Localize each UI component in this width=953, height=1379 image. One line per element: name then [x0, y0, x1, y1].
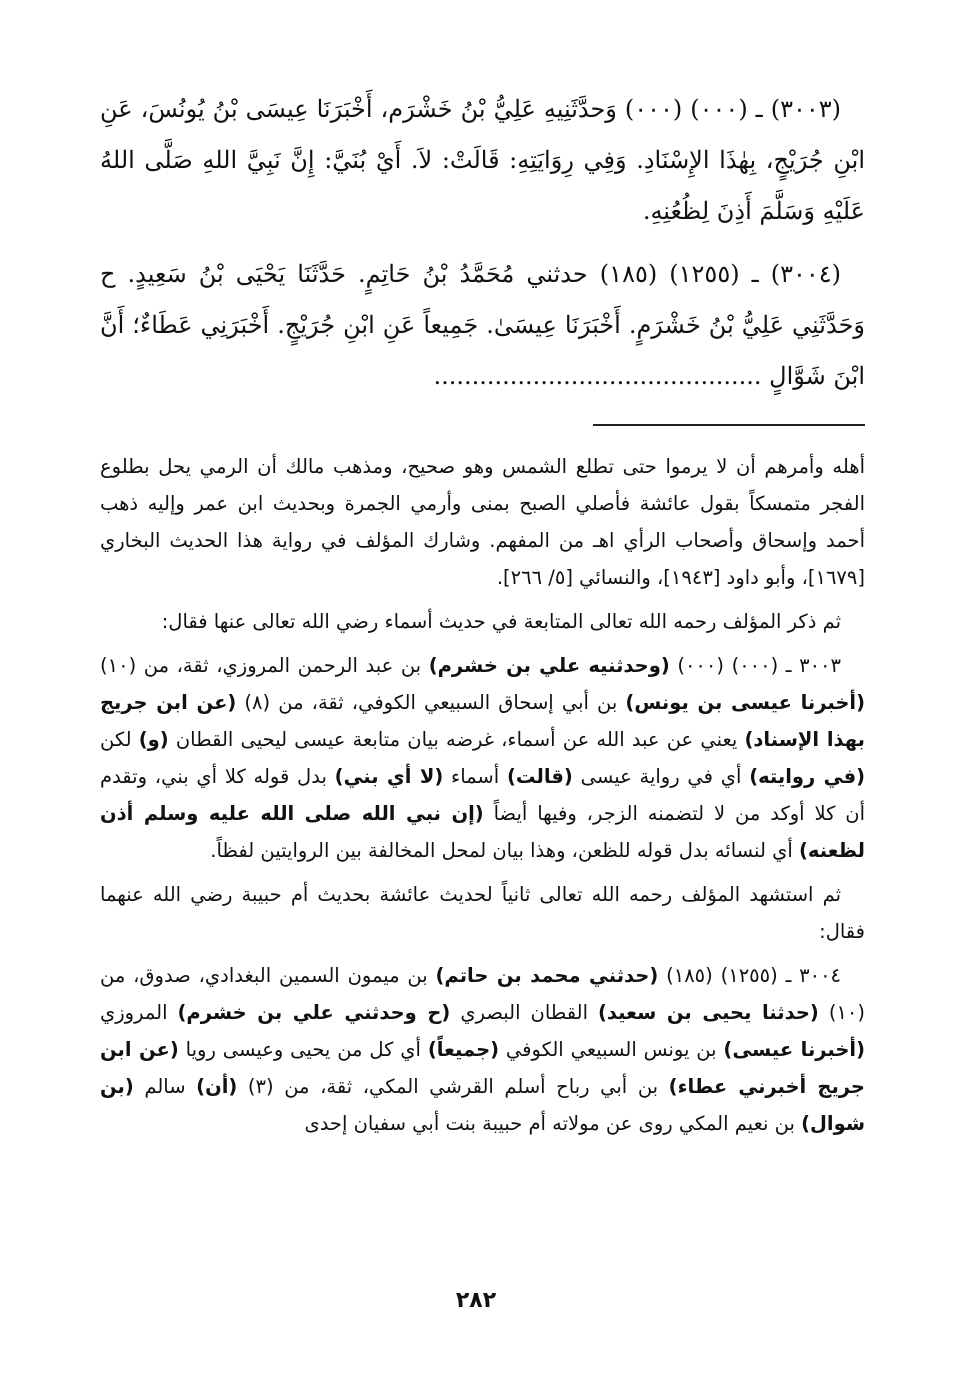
text-run: القطان البصري	[450, 1001, 598, 1024]
page-number: ٢٨٢	[455, 1288, 497, 1313]
text-run: بن ميمون السمين البغدادي، صدوق، من (١٠)	[100, 964, 865, 1024]
hadith-3004: (٣٠٠٤) ـ (١٢٥٥) (١٨٥) حدثني مُحَمَّدُ بْنُ حَاتِمٍ. حَدَّثَنَا يَحْيَى بْنُ سَعِيدٍ. ح وَحَدَّثَنِي عَلِيُّ بْنُ خَشْرَمٍ. أَخْبَرَنَا عِيسَىٰ. جَمِيعاً عَنِ ابْنِ جُرَيْجٍ. أَخْبَرَنِي عَطَاءٌ؛ أَنَّ ابْنَ شَوَّالٍ ...........................................	[100, 260, 865, 390]
text-run: أي في رواية عيسى	[572, 765, 750, 788]
bold-quote-run: (حدثني محمد بن حاتم)	[435, 964, 659, 987]
hadith-3003: (٣٠٠٣) ـ (٠٠٠) (٠٠٠) وَحدَّثَنِيهِ عَلِيُّ بْنُ خَشْرَم، أَخْبَرَنَا عِيسَى بْنُ يُونُسَ، عَنِ ابْنِ جُرَيْجٍ، بِهٰذَا الإِسْنَادِ. وَفِي رِوَايَتِهِ: قَالَتْ: لاَ. أَيْ بُنَيَّ: إِنَّ نَبِيَّ اللهِ صَلَّى اللهُ عَلَيْهِ وَسَلَّمَ أَذِنَ لِظُعُنِهِ.	[100, 95, 865, 225]
commentary-paragraph-3	[100, 647, 865, 869]
bold-quote-run: (أخبرنا عيسى بن يونس)	[625, 691, 865, 714]
text-run: بدل قوله كلا أي بني، وتقدم أن كلا أوكد من لا لتضمنه الزجر، وفيها أيضاً	[100, 765, 866, 825]
bold-quote-run: (أن)	[196, 1075, 238, 1098]
text-run: ٣٠٠٤ ـ (١٢٥٥) (١٨٥)	[658, 964, 842, 987]
text-run: بن يونس السبيعي الكوفي	[499, 1038, 724, 1061]
text-run: سالم	[133, 1075, 197, 1098]
bold-quote-run: (قالت)	[506, 765, 573, 788]
bold-quote-run: (عن ابن جريج بهذا الإسناد)	[100, 691, 865, 751]
commentary-paragraph-1: أهله وأمرهم أن لا يرموا حتى تطلع الشمس وهو صحيح، ومذهب مالك أن الرمي يحل بطلوع الفجر متمسكاً بقول عائشة فأصلي الصبح بمنى وأرمي الجمرة وبحديث ابن عمر وإليه ذهب أحمد وإسحاق وأصحاب الرأي اهـ من المفهم. وشارك المؤلف في رواية هذا الحديث البخاري [١٦٧٩]، وأبو داود [١٩٤٣]، والنسائي [٥/ ٢٦٦].	[100, 455, 865, 589]
text-run: المروزي	[100, 1001, 178, 1024]
bold-quote-run: (ح وحدثني علي بن خشرم)	[177, 1001, 451, 1024]
text-run: يعني عن عبد الله عن أسماء، غرضه بيان متابعة عيسى ليحيى القطان	[168, 728, 745, 751]
text-run: ٣٠٠٣ ـ (٠٠٠) (٠٠٠)	[669, 654, 842, 677]
text-run: بن نعيم المكي روى عن مولاته أم حبيبة بنت أبي سفيان إحدى	[304, 1112, 802, 1135]
commentary-paragraph-4: ثم استشهد المؤلف رحمه الله تعالى ثانياً لحديث عائشة بحديث أم حبيبة رضي الله عنهما فقال:	[100, 883, 865, 943]
bold-quote-run: (جميعاً)	[427, 1038, 500, 1061]
bold-quote-run: (وحدثنيه علي بن خشرم)	[428, 654, 670, 677]
text-run: بن أبي إسحاق السبيعي الكوفي، ثقة، من (٨)	[236, 691, 626, 714]
page-body	[100, 84, 865, 1149]
text-run: بن أبي رباح أسلم القرشي المكي، ثقة، من (٣)	[237, 1075, 669, 1098]
text-run: أي لنسائه بدل قوله للظعن، وهذا بيان لمحل المخالفة بين الروايتين لفظاً.	[210, 839, 799, 862]
bold-quote-run: (لا أي بني)	[334, 765, 444, 788]
bold-quote-run: (إن نبي الله صلى الله عليه وسلم أذن لظعنه)	[100, 802, 865, 862]
bold-quote-run: (حدثنا يحيى بن سعيد)	[597, 1001, 819, 1024]
bold-quote-run: (عن ابن جريج أخبرني عطاء)	[100, 1038, 865, 1098]
footnote-divider	[593, 424, 865, 426]
bold-quote-run: (في روايته)	[749, 765, 865, 788]
text-run: أسماء	[443, 765, 507, 788]
bold-quote-run: (و)	[138, 728, 169, 751]
bold-quote-run: (بن شوال)	[100, 1075, 865, 1135]
text-run: لكن	[100, 728, 139, 751]
text-run: أي كل من يحيى وعيسى رويا	[178, 1038, 428, 1061]
bold-quote-run: (أخبرنا عيسى)	[723, 1038, 866, 1061]
commentary-paragraph-5	[100, 957, 865, 1142]
text-run: بن عبد الرحمن المروزي، ثقة، من (١٠)	[100, 654, 429, 677]
commentary-paragraph-2: ثم ذكر المؤلف رحمه الله تعالى المتابعة في حديث أسماء رضي الله تعالى عنها فقال:	[161, 610, 841, 633]
